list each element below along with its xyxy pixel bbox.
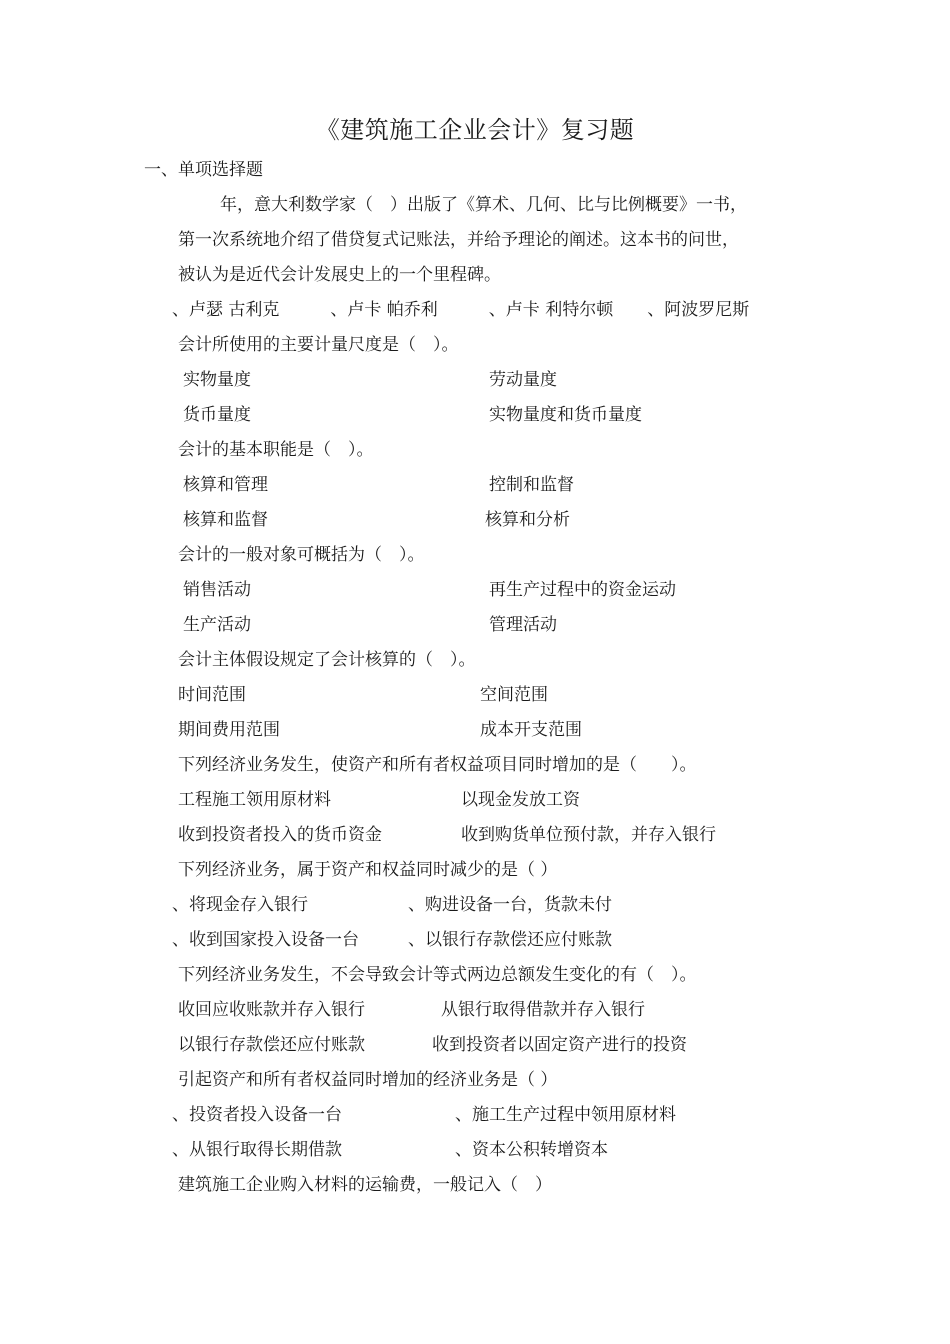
question-3-stem: 会计的基本职能是（ ）。 <box>178 440 374 460</box>
question-4-option-c: 生产活动 <box>183 615 251 635</box>
question-3-option-b: 控制和监督 <box>489 475 574 495</box>
question-5-stem: 会计主体假设规定了会计核算的（ ）。 <box>178 650 476 670</box>
question-8-stem: 下列经济业务发生，不会导致会计等式两边总额发生变化的有（ ）。 <box>178 965 697 985</box>
question-1-line-2: 第一次系统地介绍了借贷复式记账法，并给予理论的阐述。这本书的问世， <box>178 230 739 250</box>
question-1-line-3: 被认为是近代会计发展史上的一个里程碑。 <box>178 265 501 285</box>
question-2-option-c: 货币量度 <box>183 405 251 425</box>
question-9-option-a: 、投资者投入设备一台 <box>172 1105 342 1125</box>
question-3-option-c: 核算和监督 <box>183 510 268 530</box>
question-1-line-1: 年，意大利数学家（ ）出版了《算术、几何、比与比例概要》一书， <box>220 195 747 215</box>
section-heading: 一、单项选择题 <box>144 160 263 180</box>
question-10-stem: 建筑施工企业购入材料的运输费，一般记入（ ） <box>178 1175 552 1195</box>
question-2-option-d: 实物量度和货币量度 <box>489 405 642 425</box>
question-7-option-b: 、购进设备一台，货款未付 <box>408 895 612 915</box>
question-4-option-a: 销售活动 <box>183 580 251 600</box>
question-9-option-b: 、施工生产过程中领用原材料 <box>455 1105 676 1125</box>
question-7-option-a: 、将现金存入银行 <box>172 895 308 915</box>
question-8-option-c: 以银行存款偿还应付账款 <box>178 1035 365 1055</box>
question-1-options: 、卢瑟 古利克 、卢卡 帕乔利 、卢卡 利特尔顿 、阿波罗尼斯 <box>172 300 750 320</box>
question-9-option-c: 、从银行取得长期借款 <box>172 1140 342 1160</box>
question-7-option-c: 、收到国家投入设备一台 <box>172 930 359 950</box>
question-6-option-a: 工程施工领用原材料 <box>178 790 331 810</box>
question-9-option-d: 、资本公积转增资本 <box>455 1140 608 1160</box>
question-4-option-b: 再生产过程中的资金运动 <box>489 580 676 600</box>
question-5-option-b: 空间范围 <box>480 685 548 705</box>
question-4-stem: 会计的一般对象可概括为（ ）。 <box>178 545 425 565</box>
question-2-stem: 会计所使用的主要计量尺度是（ ）。 <box>178 335 459 355</box>
question-6-option-d: 收到购货单位预付款，并存入银行 <box>461 825 716 845</box>
question-8-option-d: 收到投资者以固定资产进行的投资 <box>432 1035 687 1055</box>
question-6-option-c: 收到投资者投入的货币资金 <box>178 825 382 845</box>
question-6-option-b: 以现金发放工资 <box>461 790 580 810</box>
question-8-option-a: 收回应收账款并存入银行 <box>178 1000 365 1020</box>
question-5-option-d: 成本开支范围 <box>480 720 582 740</box>
question-9-stem: 引起资产和所有者权益同时增加的经济业务是（ ） <box>178 1070 558 1090</box>
question-2-option-b: 劳动量度 <box>489 370 557 390</box>
question-5-option-c: 期间费用范围 <box>178 720 280 740</box>
question-3-option-a: 核算和管理 <box>183 475 268 495</box>
question-7-option-d: 、以银行存款偿还应付账款 <box>408 930 612 950</box>
question-7-stem: 下列经济业务，属于资产和权益同时减少的是（ ） <box>178 860 558 880</box>
question-5-option-a: 时间范围 <box>178 685 246 705</box>
question-8-option-b: 从银行取得借款并存入银行 <box>441 1000 645 1020</box>
document-title: 《建筑施工企业会计》复习题 <box>315 116 635 144</box>
question-2-option-a: 实物量度 <box>183 370 251 390</box>
question-4-option-d: 管理活动 <box>489 615 557 635</box>
question-3-option-d: 核算和分析 <box>485 510 570 530</box>
question-6-stem: 下列经济业务发生，使资产和所有者权益项目同时增加的是（ ）。 <box>178 755 697 775</box>
